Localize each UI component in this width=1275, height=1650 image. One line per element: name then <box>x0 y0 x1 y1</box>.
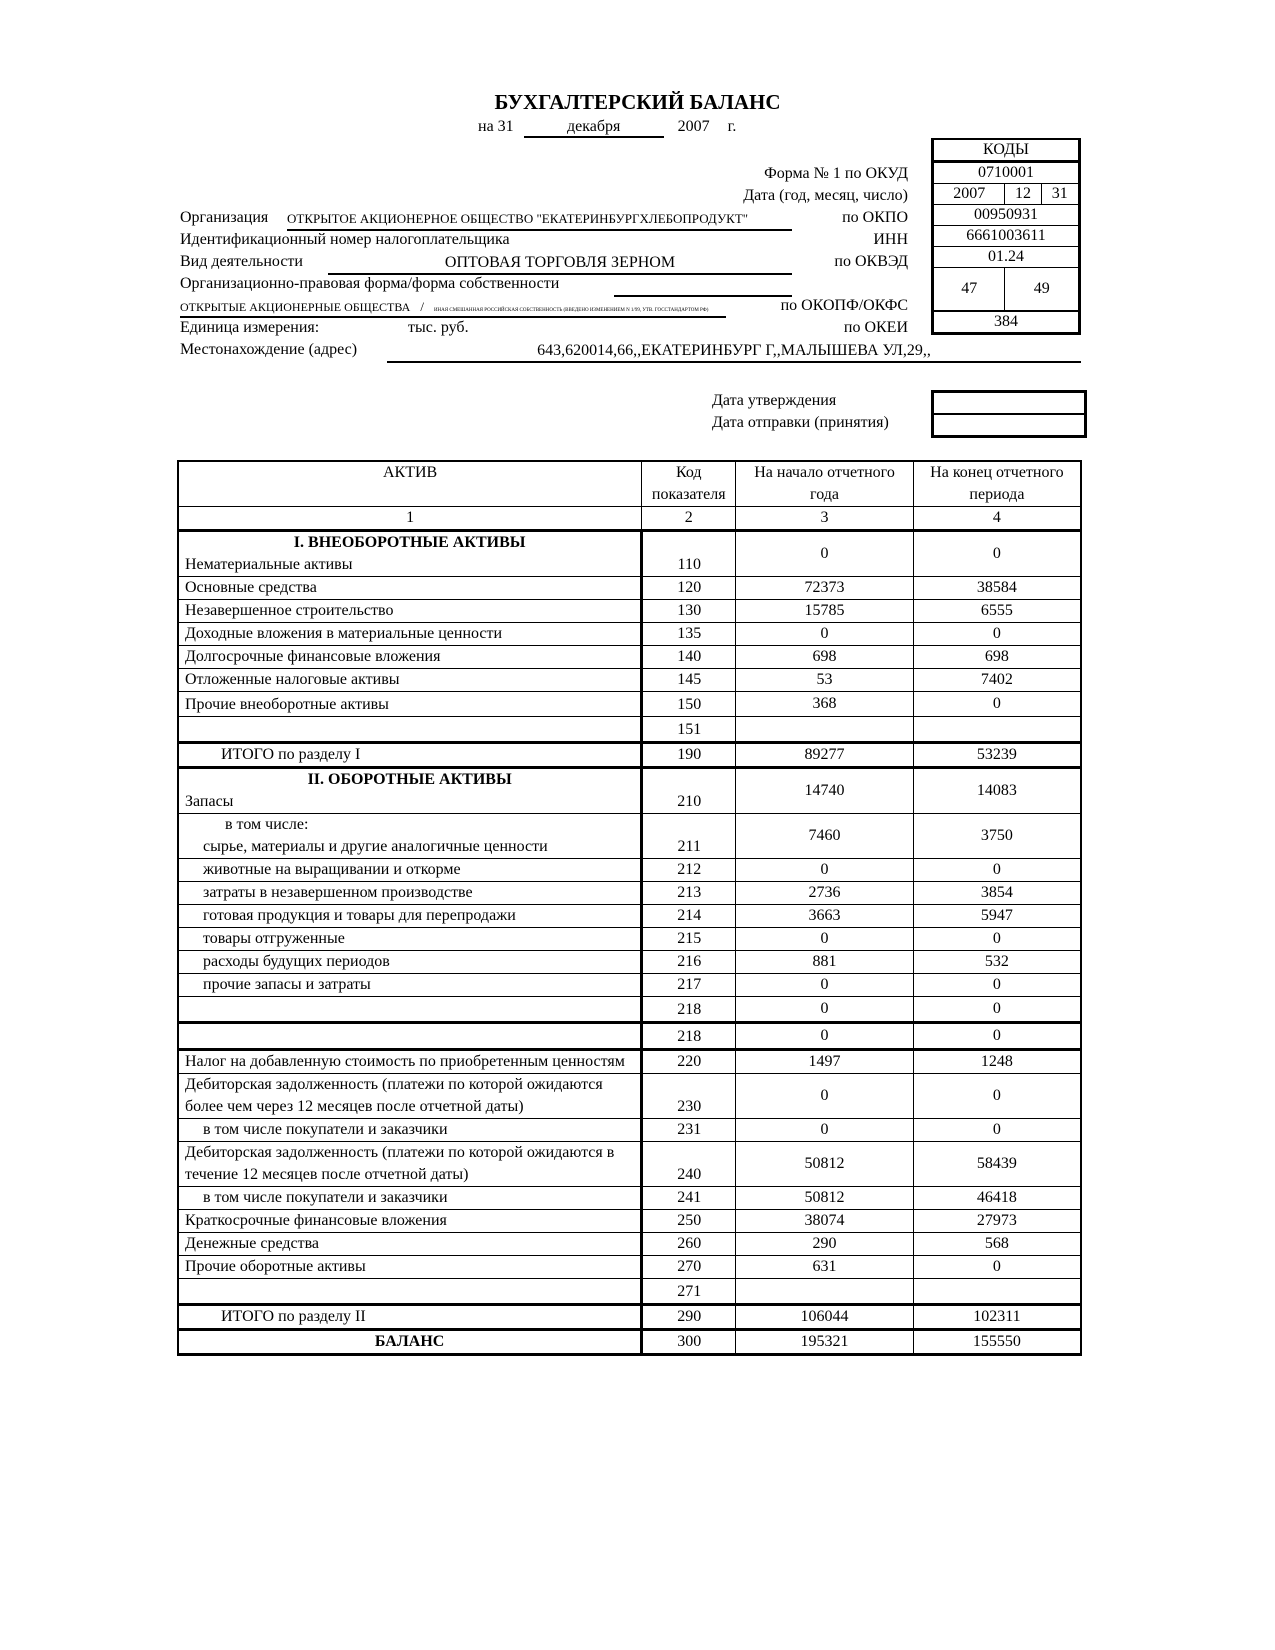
row-name: в том числе покупатели и заказчики <box>178 1119 642 1142</box>
row-name: Нематериальные активы <box>185 556 353 573</box>
table-row <box>178 951 1081 974</box>
header-end: На конец отчетного периода <box>913 461 1081 507</box>
table-row <box>178 1187 1081 1210</box>
address-label: Местонахождение (адрес) <box>180 341 358 358</box>
table-row <box>178 531 1081 577</box>
row-end-value <box>913 717 1081 743</box>
organization-value: ОТКРЫТОЕ АКЦИОНЕРНОЕ ОБЩЕСТВО "ЕКАТЕРИНБУРГХЛЕБОПРОДУКТ" <box>287 209 792 231</box>
row-code: 212 <box>642 859 736 882</box>
row-start-value: 72373 <box>736 577 914 600</box>
row-end-value: 568 <box>913 1233 1081 1256</box>
activity-value: ОПТОВАЯ ТОРГОВЛЯ ЗЕРНОМ <box>328 253 792 275</box>
table-row <box>178 859 1081 882</box>
table-row <box>178 623 1081 646</box>
organization-label: Организация <box>180 209 269 226</box>
row-code: 150 <box>642 692 736 717</box>
col-number: 2 <box>642 507 736 531</box>
row-code: 240 <box>642 1142 736 1187</box>
row-name: ИТОГО по разделу I <box>178 743 642 768</box>
row-code: 210 <box>642 768 736 814</box>
total-row-section-1 <box>178 743 1081 768</box>
row-name: Налог на добавленную стоимость по приобретенным ценностям <box>178 1050 642 1074</box>
row-end-value: 46418 <box>913 1187 1081 1210</box>
table-row <box>178 882 1081 905</box>
approval-box <box>931 390 1087 438</box>
date-year-suffix: г. <box>727 118 737 135</box>
row-end-value: 0 <box>913 859 1081 882</box>
legal-form-line <box>180 298 726 318</box>
table-row <box>178 717 1081 743</box>
sent-date-field[interactable] <box>934 413 1084 435</box>
table-row <box>178 1142 1081 1187</box>
row-end-value: 102311 <box>913 1305 1081 1330</box>
legal-form-underline <box>614 275 792 297</box>
codes-header: КОДЫ <box>933 139 1080 162</box>
date-prefix: на <box>478 118 494 135</box>
row-end-value: 0 <box>913 997 1081 1023</box>
ownership-value: ИНАЯ СМЕШАННАЯ РОССИЙСКАЯ СОБСТВЕННОСТЬ (ВВЕДЕНО ИЗМЕНЕНИЕМ N 1/99, УТВ. ГОССТАНДАРТОМ РФ) <box>433 308 709 313</box>
row-end-value: 532 <box>913 951 1081 974</box>
row-start-value: 698 <box>736 646 914 669</box>
row-code: 130 <box>642 600 736 623</box>
row-start-value: 1497 <box>736 1050 914 1074</box>
row-end-value: 7402 <box>913 669 1081 692</box>
row-code: 145 <box>642 669 736 692</box>
row-name: затраты в незавершенном производстве <box>178 882 642 905</box>
date-day-code: 31 <box>1041 184 1079 205</box>
table-row <box>178 1074 1081 1119</box>
row-code: 120 <box>642 577 736 600</box>
row-end-value: 0 <box>913 1119 1081 1142</box>
row-name: ИТОГО по разделу II <box>178 1305 642 1330</box>
table-row <box>178 600 1081 623</box>
table-row <box>178 1233 1081 1256</box>
header-code: Код показателя <box>642 461 736 507</box>
row-start-value: 3663 <box>736 905 914 928</box>
row-start-value: 50812 <box>736 1187 914 1210</box>
date-day: 31 <box>497 118 514 135</box>
okud-label: Форма № 1 по ОКУД <box>764 165 908 182</box>
table-row <box>178 669 1081 692</box>
table-row <box>178 1279 1081 1305</box>
row-code: 213 <box>642 882 736 905</box>
row-start-value: 0 <box>736 1023 914 1050</box>
row-end-value: 0 <box>913 623 1081 646</box>
date-label: Дата (год, месяц, число) <box>743 187 908 204</box>
row-code: 215 <box>642 928 736 951</box>
row-start-value: 38074 <box>736 1210 914 1233</box>
table-row <box>178 692 1081 717</box>
row-start-value <box>736 1279 914 1305</box>
okfs-value: 49 <box>1005 268 1080 312</box>
section-2-title: II. ОБОРОТНЫЕ АКТИВЫ <box>307 771 512 788</box>
balance-table <box>177 460 1082 1356</box>
date-month: декабря <box>524 118 664 138</box>
row-end-value: 0 <box>913 974 1081 997</box>
row-code: 241 <box>642 1187 736 1210</box>
row-start-value: 89277 <box>736 743 914 768</box>
row-start-value: 290 <box>736 1233 914 1256</box>
row-start-value: 195321 <box>736 1330 914 1355</box>
table-row <box>178 905 1081 928</box>
row-end-value: 0 <box>913 1074 1081 1119</box>
row-start-value <box>736 717 914 743</box>
row-code: 218 <box>642 1023 736 1050</box>
date-month-code: 12 <box>1005 184 1041 205</box>
col-number: 4 <box>913 507 1081 531</box>
inn-label: Идентификационный номер налогоплательщика <box>180 231 510 248</box>
row-code: 271 <box>642 1279 736 1305</box>
okpo-value: 00950931 <box>933 205 1080 226</box>
row-name <box>178 1023 642 1050</box>
row-name: прочие запасы и затраты <box>178 974 642 997</box>
row-code: 220 <box>642 1050 736 1074</box>
row-end-value: 3750 <box>913 814 1081 859</box>
unit-label: Единица измерения: <box>180 319 320 336</box>
row-end-value: 0 <box>913 928 1081 951</box>
row-name-prefix: в том числе: <box>225 816 309 833</box>
row-name: Незавершенное строительство <box>178 600 642 623</box>
section-1-title: I. ВНЕОБОРОТНЫЕ АКТИВЫ <box>293 534 526 551</box>
row-start-value: 0 <box>736 1074 914 1119</box>
row-end-value: 1248 <box>913 1050 1081 1074</box>
row-end-value: 53239 <box>913 743 1081 768</box>
document-title: БУХГАЛТЕРСКИЙ БАЛАНС <box>494 90 781 114</box>
legal-form-separator: / <box>420 299 424 314</box>
row-end-value: 3854 <box>913 882 1081 905</box>
okud-value: 0710001 <box>933 162 1080 184</box>
inn-value: 6661003611 <box>933 226 1080 247</box>
row-end-value <box>913 1279 1081 1305</box>
row-start-value: 0 <box>736 623 914 646</box>
row-code: 260 <box>642 1233 736 1256</box>
row-name: Отложенные налоговые активы <box>178 669 642 692</box>
row-start-value: 881 <box>736 951 914 974</box>
row-code: 140 <box>642 646 736 669</box>
row-code: 217 <box>642 974 736 997</box>
row-code: 290 <box>642 1305 736 1330</box>
row-name: расходы будущих периодов <box>178 951 642 974</box>
row-name <box>178 1279 642 1305</box>
row-name: Запасы <box>185 793 234 810</box>
row-start-value: 368 <box>736 692 914 717</box>
row-name: Основные средства <box>178 577 642 600</box>
table-row <box>178 997 1081 1023</box>
row-name: Дебиторская задолженность (платежи по которой ожидаются в течение 12 месяцев после отчетной даты) <box>178 1142 642 1187</box>
row-name: Денежные средства <box>178 1233 642 1256</box>
row-name: сырье, материалы и другие аналогичные ценности <box>203 838 548 855</box>
row-start-value: 0 <box>736 997 914 1023</box>
row-start-value: 2736 <box>736 882 914 905</box>
row-start-value: 15785 <box>736 600 914 623</box>
row-name: в том числе покупатели и заказчики <box>178 1187 642 1210</box>
row-code: 216 <box>642 951 736 974</box>
row-end-value: 27973 <box>913 1210 1081 1233</box>
row-end-value: 0 <box>913 692 1081 717</box>
col-number: 1 <box>178 507 642 531</box>
row-name: товары отгруженные <box>178 928 642 951</box>
table-row <box>178 1256 1081 1279</box>
row-start-value: 14740 <box>736 768 914 814</box>
row-name: Прочие внеоборотные активы <box>178 692 642 717</box>
row-code: 110 <box>642 531 736 577</box>
row-start-value: 50812 <box>736 1142 914 1187</box>
sent-date-label: Дата отправки (принятия) <box>712 414 889 431</box>
row-name: Краткосрочные финансовые вложения <box>178 1210 642 1233</box>
report-date <box>478 118 736 138</box>
row-start-value: 0 <box>736 974 914 997</box>
codes-box <box>931 138 1081 335</box>
row-end-value: 6555 <box>913 600 1081 623</box>
okei-value: 384 <box>933 311 1080 334</box>
row-end-value: 698 <box>913 646 1081 669</box>
table-row <box>178 1119 1081 1142</box>
table-row <box>178 646 1081 669</box>
row-start-value: 0 <box>736 928 914 951</box>
row-code: 151 <box>642 717 736 743</box>
row-code: 135 <box>642 623 736 646</box>
row-code: 250 <box>642 1210 736 1233</box>
row-start-value: 0 <box>736 1119 914 1142</box>
row-end-value: 14083 <box>913 768 1081 814</box>
table-row <box>178 1050 1081 1074</box>
row-end-value: 58439 <box>913 1142 1081 1187</box>
row-name: Долгосрочные финансовые вложения <box>178 646 642 669</box>
header-asset: АКТИВ <box>178 461 642 507</box>
row-end-value: 0 <box>913 1256 1081 1279</box>
col-number: 3 <box>736 507 914 531</box>
legal-form-label: Организационно-правовая форма/форма собственности <box>180 275 560 292</box>
okved-value: 01.24 <box>933 247 1080 268</box>
row-start-value: 0 <box>736 531 914 577</box>
table-row <box>178 928 1081 951</box>
row-end-value: 5947 <box>913 905 1081 928</box>
row-start-value: 0 <box>736 859 914 882</box>
row-name: готовая продукция и товары для перепродажи <box>178 905 642 928</box>
approved-date-field[interactable] <box>934 393 1084 413</box>
legal-form-value: ОТКРЫТЫЕ АКЦИОНЕРНЫЕ ОБЩЕСТВА <box>180 300 411 314</box>
address-value: 643,620014,66,,ЕКАТЕРИНБУРГ Г,,МАЛЫШЕВА УЛ,29,, <box>387 341 1081 363</box>
approved-date-label: Дата утверждения <box>712 392 837 409</box>
row-code: 300 <box>642 1330 736 1355</box>
row-name: Дебиторская задолженность (платежи по которой ожидаются более чем через 12 месяцев после отчетной даты) <box>178 1074 642 1119</box>
table-row <box>178 1210 1081 1233</box>
row-code: 218 <box>642 997 736 1023</box>
balance-total-row <box>178 1330 1081 1355</box>
row-name: Доходные вложения в материальные ценности <box>178 623 642 646</box>
row-name: Прочие оборотные активы <box>178 1256 642 1279</box>
inn-code-label: ИНН <box>873 231 908 248</box>
row-code: 211 <box>642 814 736 859</box>
row-start-value: 53 <box>736 669 914 692</box>
date-year: 2007 <box>677 118 710 135</box>
activity-label: Вид деятельности <box>180 253 303 270</box>
okei-label: по ОКЕИ <box>843 319 908 336</box>
row-start-value: 106044 <box>736 1305 914 1330</box>
row-end-value: 38584 <box>913 577 1081 600</box>
table-header-row <box>178 461 1081 507</box>
row-name: БАЛАНС <box>178 1330 642 1355</box>
row-code: 214 <box>642 905 736 928</box>
total-row-section-2 <box>178 1305 1081 1330</box>
table-row <box>178 814 1081 859</box>
row-name <box>178 997 642 1023</box>
column-number-row <box>178 507 1081 531</box>
okopf-value: 47 <box>933 268 1005 312</box>
row-code: 231 <box>642 1119 736 1142</box>
table-row <box>178 768 1081 814</box>
table-row <box>178 577 1081 600</box>
okpo-label: по ОКПО <box>842 209 908 226</box>
row-name <box>178 717 642 743</box>
row-end-value: 155550 <box>913 1330 1081 1355</box>
row-name: животные на выращивании и откорме <box>178 859 642 882</box>
table-row <box>178 974 1081 997</box>
header-start: На начало отчетного года <box>736 461 914 507</box>
row-code: 270 <box>642 1256 736 1279</box>
okved-label: по ОКВЭД <box>834 253 908 270</box>
row-start-value: 631 <box>736 1256 914 1279</box>
table-row <box>178 1023 1081 1050</box>
row-end-value: 0 <box>913 531 1081 577</box>
row-start-value: 7460 <box>736 814 914 859</box>
unit-value: тыс. руб. <box>408 319 469 336</box>
okopf-label: по ОКОПФ/ОКФС <box>780 297 908 314</box>
row-code: 230 <box>642 1074 736 1119</box>
row-end-value: 0 <box>913 1023 1081 1050</box>
date-year-code: 2007 <box>933 184 1005 205</box>
row-code: 190 <box>642 743 736 768</box>
